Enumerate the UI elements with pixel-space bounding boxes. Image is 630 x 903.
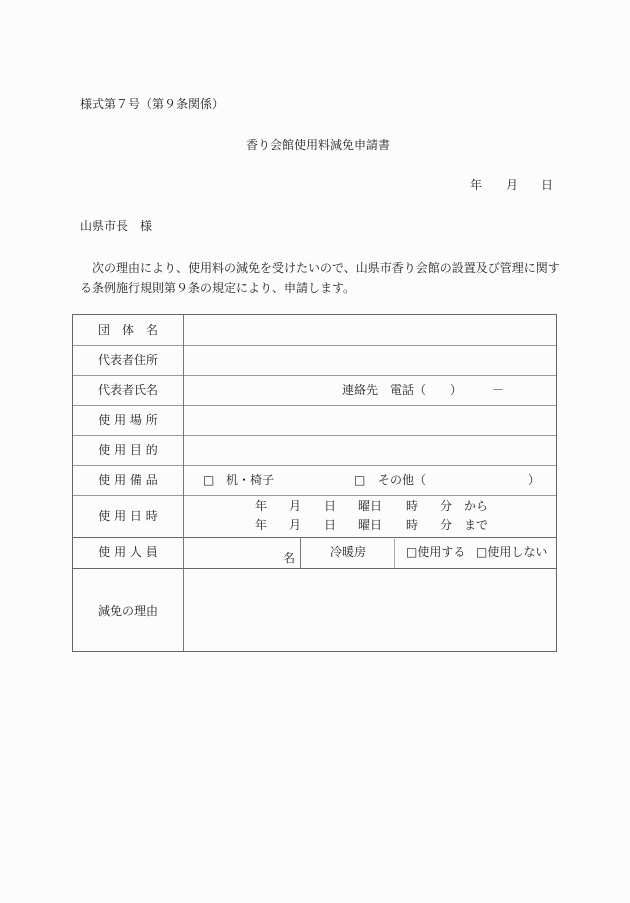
row-divider bbox=[73, 495, 556, 496]
label-place: 使 用 場 所 bbox=[98, 413, 158, 427]
form-number: 様式第７号（第９条関係） bbox=[80, 97, 225, 111]
from-year: 年 bbox=[255, 499, 268, 513]
reason-field[interactable] bbox=[184, 569, 556, 651]
from-minute: 分 bbox=[440, 499, 453, 513]
to-year: 年 bbox=[255, 518, 268, 532]
rep-name-field[interactable] bbox=[184, 376, 334, 404]
other-close-paren: ） bbox=[528, 473, 541, 487]
people-count-field[interactable] bbox=[184, 538, 284, 567]
label-purpose: 使 用 目 的 bbox=[98, 443, 158, 457]
label-datetime: 使 用 日 時 bbox=[98, 509, 158, 523]
other-checkbox[interactable]: □ bbox=[354, 473, 366, 487]
to-day: 日 bbox=[324, 518, 337, 532]
application-table bbox=[72, 314, 557, 652]
purpose-field[interactable] bbox=[184, 436, 556, 464]
row-divider bbox=[73, 465, 556, 466]
date-year-label: 年 bbox=[470, 178, 483, 192]
contact-phone: 連絡先 電話（ ） － bbox=[342, 383, 505, 397]
body-text: 次の理由により、使用料の減免を受けたいので、山県市香り会館の設置及び管理に関する条例施行規則第９条の規定により、申請します。 bbox=[80, 261, 560, 295]
aircon-not-use-option[interactable]: □使用しない bbox=[476, 545, 548, 559]
from-month: 月 bbox=[289, 499, 302, 513]
label-rep-address: 代表者住所 bbox=[97, 353, 158, 367]
column-divider bbox=[300, 537, 301, 568]
from-hour: 時 bbox=[406, 499, 419, 513]
place-field[interactable] bbox=[184, 406, 556, 434]
group-name-field[interactable] bbox=[184, 316, 556, 344]
aircon-label: 冷暖房 bbox=[330, 545, 367, 559]
column-divider bbox=[394, 537, 395, 568]
addressee: 山県市長 様 bbox=[80, 219, 153, 233]
other-label: その他（ bbox=[378, 473, 427, 487]
label-people: 使 用 人 員 bbox=[98, 545, 158, 559]
desk-chair-checkbox[interactable]: □ bbox=[203, 473, 215, 487]
row-divider bbox=[73, 537, 556, 538]
label-group-name: 団 体 名 bbox=[97, 323, 158, 337]
label-equipment: 使 用 備 品 bbox=[98, 473, 158, 487]
aircon-use-option[interactable]: □使用する bbox=[406, 545, 466, 559]
to-hour: 時 bbox=[406, 518, 419, 532]
desk-chair-label: 机・椅子 bbox=[226, 473, 275, 487]
date-day-label: 日 bbox=[541, 178, 554, 192]
from-suffix: から bbox=[464, 499, 489, 513]
date-month-label: 月 bbox=[506, 178, 519, 192]
people-unit: 名 bbox=[283, 551, 296, 565]
from-weekday: 曜日 bbox=[358, 499, 383, 513]
from-day: 日 bbox=[324, 499, 337, 513]
rep-address-field[interactable] bbox=[184, 346, 556, 374]
label-rep-name: 代表者氏名 bbox=[97, 383, 158, 397]
to-minute: 分 bbox=[440, 518, 453, 532]
to-month: 月 bbox=[289, 518, 302, 532]
document-title: 香り会館使用料減免申請書 bbox=[246, 138, 391, 152]
to-suffix: まで bbox=[464, 518, 489, 532]
label-reason: 減免の理由 bbox=[97, 604, 158, 618]
to-weekday: 曜日 bbox=[358, 518, 383, 532]
